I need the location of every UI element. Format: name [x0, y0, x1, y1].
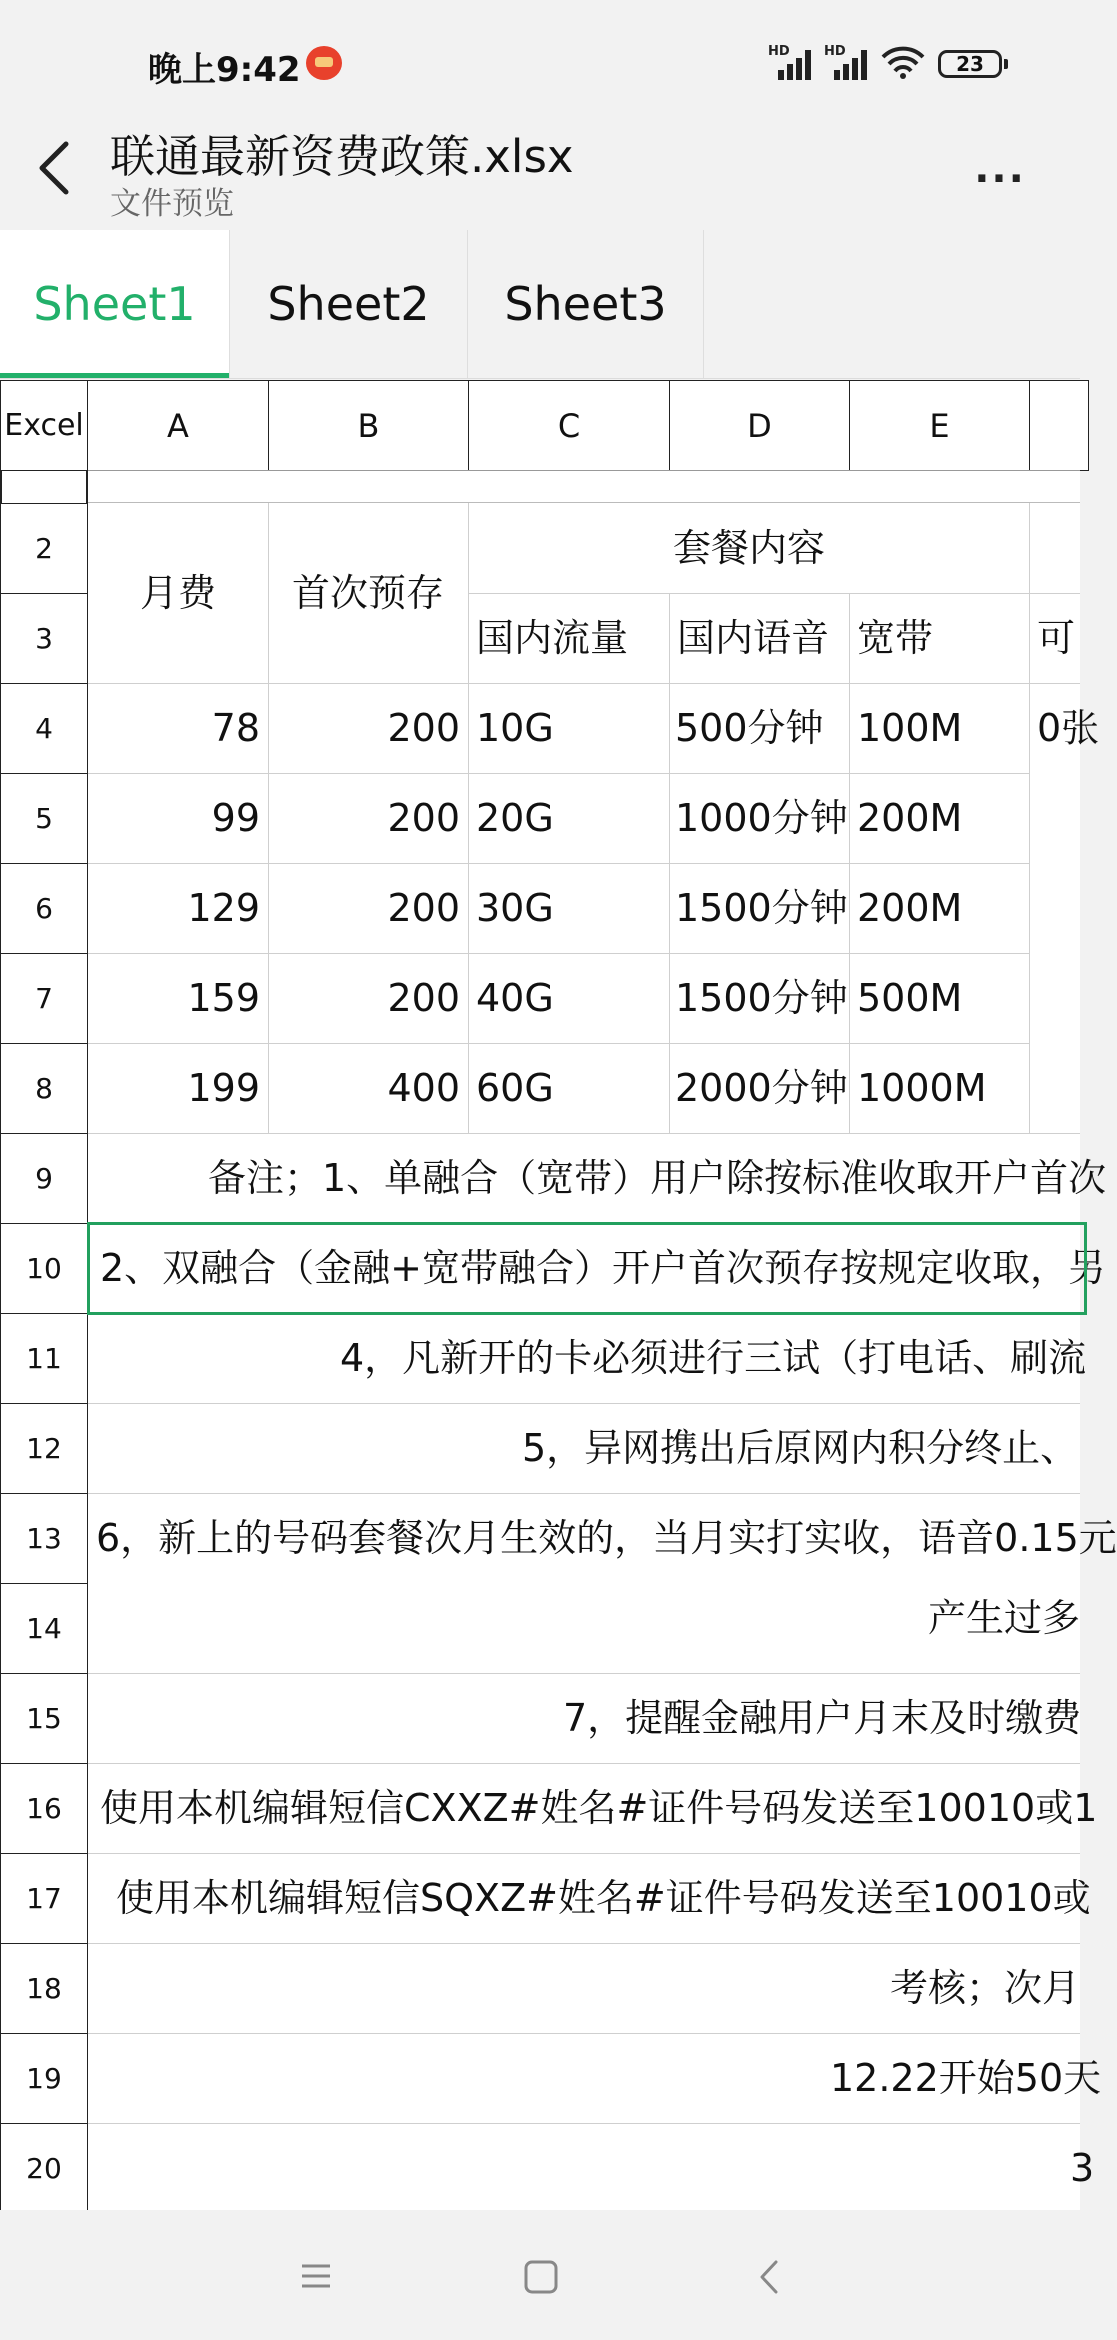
column-header-c[interactable]: C — [468, 380, 670, 471]
note-row-19[interactable]: 12.22开始50天 — [830, 2056, 1102, 2100]
title-bar — [0, 120, 1080, 230]
column-header-b[interactable]: B — [268, 380, 469, 471]
row-header-18[interactable]: 18 — [0, 1943, 88, 2034]
document-title: 联通最新资费政策.xlsx — [110, 130, 574, 183]
note-row-9[interactable]: 备注；1、单融合（宽带）用户除按标准收取开户首次 — [208, 1156, 1107, 1200]
plan-voice-cell[interactable]: 500分钟 — [675, 706, 824, 750]
row-header-12[interactable]: 12 — [0, 1403, 88, 1494]
navigation-bar — [0, 2210, 1080, 2340]
column-header-a[interactable]: A — [87, 380, 269, 471]
row-header-10[interactable]: 10 — [0, 1223, 88, 1314]
column-header-f[interactable] — [1029, 380, 1089, 471]
row-header-15[interactable]: 15 — [0, 1673, 88, 1764]
status-bar — [0, 0, 1080, 120]
note-row-18[interactable]: 考核；次月 — [890, 1966, 1081, 2010]
menu-icon[interactable] — [300, 2260, 332, 2292]
tab-sheet3[interactable]: Sheet3 — [468, 230, 704, 378]
row-header-20[interactable]: 20 — [0, 2123, 88, 2214]
column-header-e[interactable]: E — [849, 380, 1030, 471]
row-header-17[interactable]: 17 — [0, 1853, 88, 1944]
battery-icon: 23 — [938, 50, 1002, 78]
note-row-15[interactable]: 7，提醒金融用户月末及时缴费 — [563, 1696, 1082, 1740]
plan-broadband-cell[interactable]: 200M — [857, 886, 963, 930]
selected-cell-range[interactable] — [87, 1222, 1087, 1315]
row-header-8[interactable]: 8 — [0, 1043, 88, 1134]
home-icon[interactable] — [524, 2260, 558, 2294]
network-type-label: HD — [768, 44, 790, 59]
plan-data-cell[interactable]: 60G — [476, 1066, 554, 1110]
plan-voice-cell[interactable]: 1000分钟 — [675, 796, 848, 840]
plan-data-cell[interactable]: 20G — [476, 796, 554, 840]
row-header-2[interactable]: 2 — [0, 503, 88, 594]
plan-data-cell[interactable]: 40G — [476, 976, 554, 1020]
status-time: 晚上9:42 — [148, 50, 301, 90]
plan-extra-cell[interactable]: 0张 — [1037, 706, 1100, 750]
row-header-4[interactable]: 4 — [0, 683, 88, 774]
plan-fee-cell[interactable]: 78 — [211, 706, 260, 750]
row-header-5[interactable]: 5 — [0, 773, 88, 864]
row-header-6[interactable]: 6 — [0, 863, 88, 954]
back-arrow-icon[interactable] — [30, 136, 78, 200]
plan-deposit-cell[interactable]: 200 — [387, 706, 460, 750]
signal-icon — [768, 44, 816, 80]
header-month-fee[interactable]: 月费 — [139, 571, 216, 615]
signal-icon — [824, 44, 872, 80]
header-broadband[interactable]: 宽带 — [857, 616, 934, 660]
row-header-7[interactable]: 7 — [0, 953, 88, 1044]
plan-voice-cell[interactable]: 1500分钟 — [675, 886, 848, 930]
spreadsheet-grid[interactable] — [0, 380, 1117, 2210]
header-domestic-data[interactable]: 国内流量 — [476, 616, 629, 660]
plan-data-cell[interactable]: 30G — [476, 886, 554, 930]
corner-cell: Excel — [0, 380, 88, 471]
header-first-deposit[interactable]: 首次预存 — [291, 571, 444, 615]
plan-broadband-cell[interactable]: 1000M — [857, 1066, 987, 1110]
plan-deposit-cell[interactable]: 200 — [387, 796, 460, 840]
plan-fee-cell[interactable]: 199 — [187, 1066, 260, 1110]
plan-voice-cell[interactable]: 2000分钟 — [675, 1066, 848, 1110]
plan-fee-cell[interactable]: 99 — [211, 796, 260, 840]
note-row-10[interactable]: 2、双融合（金融+宽带融合）开户首次预存按规定收取，另 — [100, 1246, 1107, 1290]
network-type-label: HD — [824, 44, 846, 59]
note-row-14[interactable]: 产生过多 — [928, 1596, 1081, 1640]
plan-deposit-cell[interactable]: 400 — [387, 1066, 460, 1110]
note-row-17[interactable]: 使用本机编辑短信SQXZ#姓名#证件号码发送至10010或 — [116, 1876, 1091, 1920]
plan-deposit-cell[interactable]: 200 — [387, 976, 460, 1020]
header-package-content[interactable]: 套餐内容 — [672, 526, 825, 570]
note-row-20[interactable]: 3 — [1070, 2146, 1095, 2190]
row-header-3[interactable]: 3 — [0, 593, 88, 684]
plan-fee-cell[interactable]: 159 — [187, 976, 260, 1020]
row-header-13[interactable]: 13 — [0, 1493, 88, 1584]
plan-deposit-cell[interactable]: 200 — [387, 886, 460, 930]
back-icon[interactable] — [756, 2258, 782, 2296]
tab-sheet1[interactable]: Sheet1 — [0, 230, 230, 378]
app-notification-icon — [306, 46, 342, 80]
column-header-d[interactable]: D — [669, 380, 850, 471]
plan-fee-cell[interactable]: 129 — [187, 886, 260, 930]
note-row-11[interactable]: 4，凡新开的卡必须进行三试（打电话、刷流 — [340, 1336, 1087, 1380]
plan-broadband-cell[interactable]: 100M — [857, 706, 963, 750]
row-header-19[interactable]: 19 — [0, 2033, 88, 2124]
plan-data-cell[interactable]: 10G — [476, 706, 554, 750]
note-row-13[interactable]: 6，新上的号码套餐次月生效的，当月实打实收，语音0.15元 — [96, 1516, 1117, 1560]
document-subtitle: 文件预览 — [110, 186, 234, 222]
row-header-16[interactable]: 16 — [0, 1763, 88, 1854]
sheet-tabs — [0, 230, 1080, 379]
plan-broadband-cell[interactable]: 500M — [857, 976, 963, 1020]
header-extra[interactable]: 可 — [1037, 616, 1076, 660]
plan-voice-cell[interactable]: 1500分钟 — [675, 976, 848, 1020]
more-menu-icon[interactable]: ... — [974, 146, 1026, 192]
tab-sheet2[interactable]: Sheet2 — [230, 230, 468, 378]
note-row-12[interactable]: 5，异网携出后原网内积分终止、 — [522, 1426, 1079, 1470]
header-domestic-voice[interactable]: 国内语音 — [677, 616, 830, 660]
row-header-14[interactable]: 14 — [0, 1583, 88, 1674]
note-row-16[interactable]: 使用本机编辑短信CXXZ#姓名#证件号码发送至10010或1 — [100, 1786, 1098, 1830]
plan-broadband-cell[interactable]: 200M — [857, 796, 963, 840]
row-header-11[interactable]: 11 — [0, 1313, 88, 1404]
row-header-9[interactable]: 9 — [0, 1133, 88, 1224]
wifi-icon — [880, 46, 926, 80]
